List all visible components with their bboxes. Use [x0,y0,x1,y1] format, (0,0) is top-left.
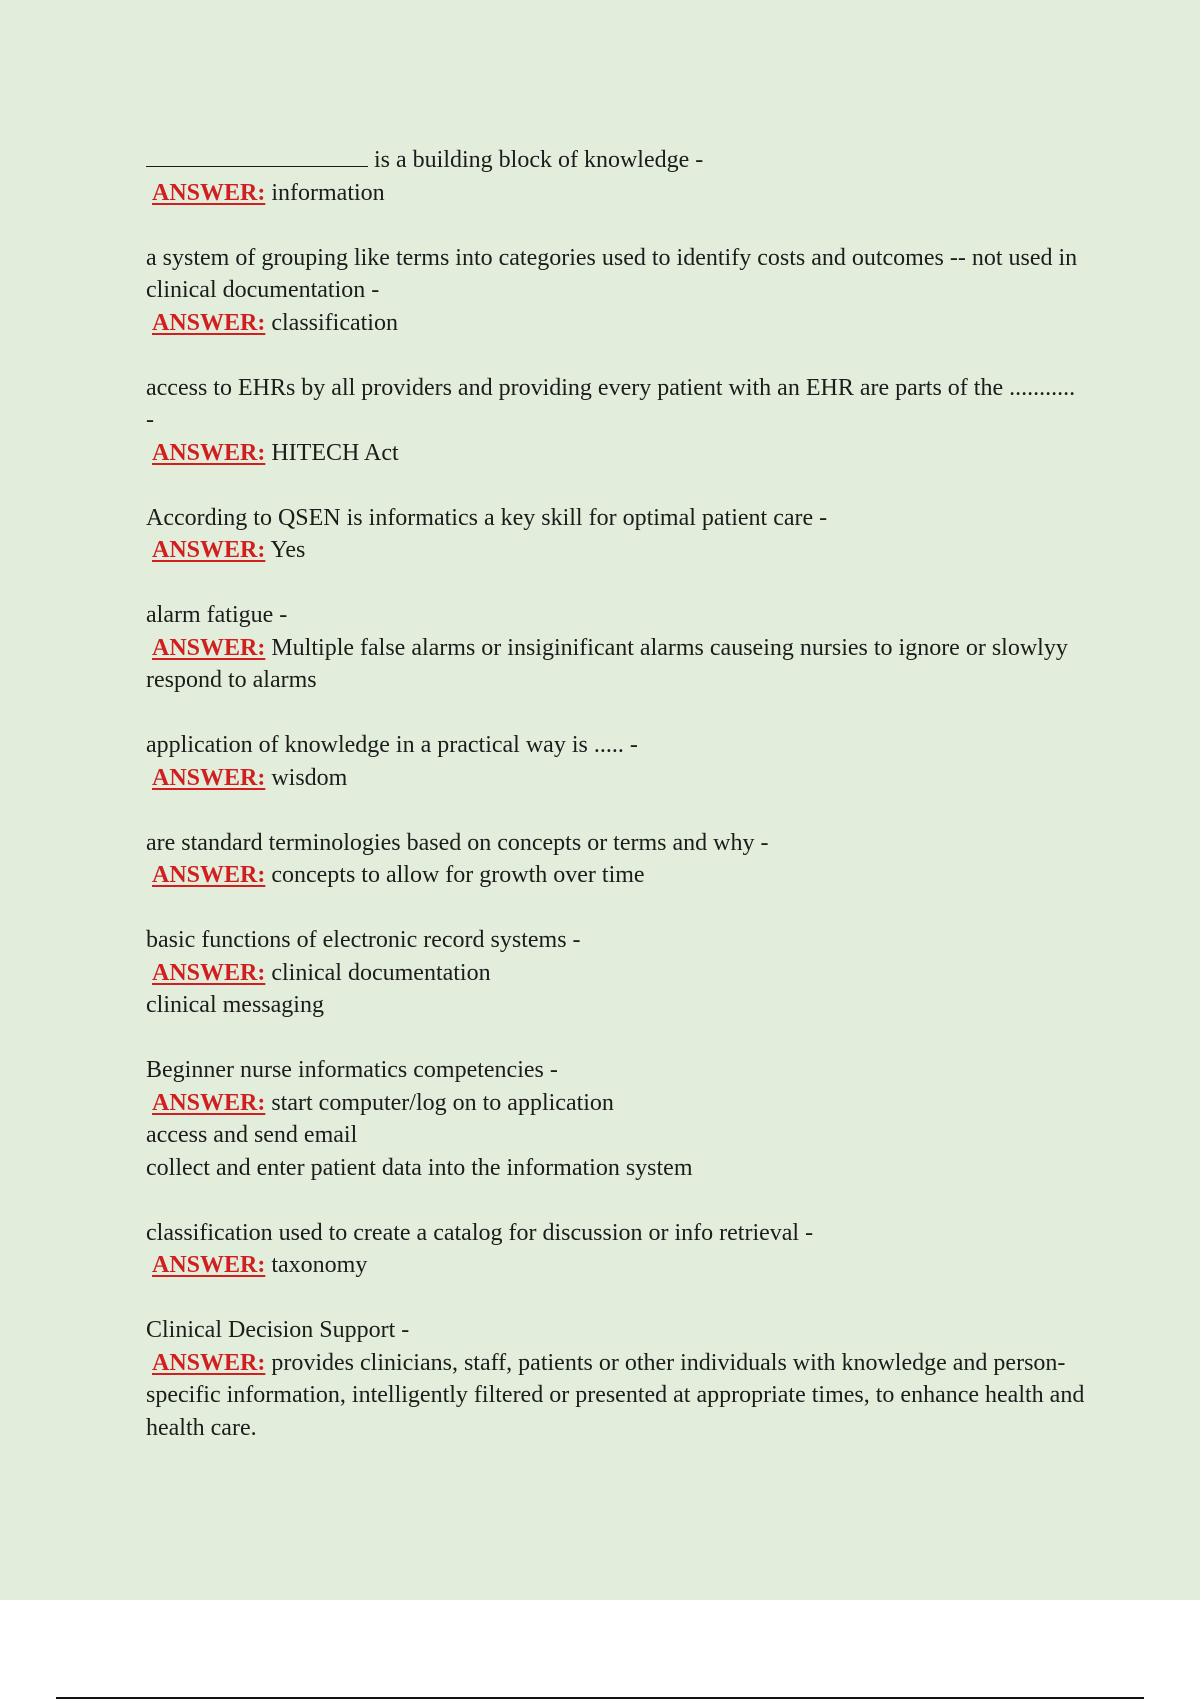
answer-line [146,762,1086,795]
answer-text: provides clinicians, staff, patients or other individuals with knowledge and person-specific information, intelligently filtered or presented at appropriate times, to enhance health and health care. [146,1349,1091,1441]
answer-label: ANSWER: [152,439,266,466]
question-text [146,924,1086,957]
answer-text: start computer/log on to application [271,1089,614,1116]
fill-in-blank [146,144,368,167]
answer-extra-line: collect and enter patient data into the information system [146,1154,693,1181]
answer-text: information [271,179,385,206]
answer-line [146,1087,1086,1120]
footer-divider [56,1697,1144,1699]
answer-label: ANSWER: [152,1089,266,1116]
question-text [146,502,1086,535]
answer-text: classification [271,309,398,336]
question-label: application of knowledge in a practical way is ..... - [146,732,638,758]
question-label: basic functions of electronic record systems - [146,927,581,953]
answer-text: concepts to allow for growth over time [271,862,645,888]
answer-label: ANSWER: [152,764,266,791]
answer-text: Yes [270,537,306,563]
answer-text: clinical documentation [271,959,491,986]
question-text [146,1217,1086,1250]
answer-line [146,534,1086,567]
answer-label: ANSWER: [152,634,266,661]
qa-item [146,502,1086,567]
qa-item [146,372,1086,470]
qa-item [146,599,1086,697]
question-text [146,729,1086,762]
qa-item [146,729,1086,794]
answer-line [146,437,1086,470]
question-text [146,1314,1086,1347]
answer-label: ANSWER: [152,1349,266,1376]
question-text [146,599,1086,632]
answer-text: taxonomy [271,1252,368,1278]
answer-label: ANSWER: [152,309,266,336]
qa-item [146,1217,1086,1282]
answer-extra-line: access and send email [146,1122,358,1148]
qa-item [146,1054,1086,1184]
answer-label: ANSWER: [152,537,266,563]
question-label: Clinical Decision Support - [146,1317,410,1343]
question-label: Beginner nurse informatics competencies - [146,1057,558,1083]
question-text [146,1054,1086,1087]
qa-item [146,242,1086,340]
answer-line [146,859,1086,892]
qa-item [146,144,1086,209]
answer-label: ANSWER: [152,959,266,986]
question-text [146,242,1086,307]
answer-line [146,1249,1086,1282]
qa-list [146,144,1091,1477]
answer-line [146,307,1086,340]
qa-item [146,827,1086,892]
question-text [146,372,1086,437]
question-label: are standard terminologies based on concepts or terms and why - [146,829,769,856]
answer-text: HITECH Act [271,439,399,466]
answer-text: wisdom [271,764,348,791]
question-label: alarm fatigue - [146,602,288,628]
question-label: is a building block of knowledge - [374,147,704,173]
answer-label: ANSWER: [152,862,266,888]
answer-line [146,1347,1091,1445]
question-label: access to EHRs by all providers and providing every patient with an EHR are parts of the ........... - [146,374,1082,433]
answer-text: Multiple false alarms or insiginificant alarms causeing nursies to ignore or slowlyy respond to alarms [146,634,1074,693]
question-label: a system of grouping like terms into categories used to identify costs and outcomes -- not used in clinical documentation - [146,244,1084,303]
answer-label: ANSWER: [152,179,266,206]
question-label: classification used to create a catalog for discussion or info retrieval - [146,1219,814,1246]
answer-extra-line: clinical messaging [146,992,324,1018]
answer-line [146,632,1086,697]
question-label: According to QSEN is informatics a key skill for optimal patient care - [146,504,828,531]
answer-line [146,957,1086,990]
answer-label: ANSWER: [152,1252,266,1278]
question-text [146,144,1086,177]
qa-item [146,924,1086,1022]
qa-item [146,1314,1091,1444]
answer-line [146,177,1086,210]
question-text [146,827,1086,860]
